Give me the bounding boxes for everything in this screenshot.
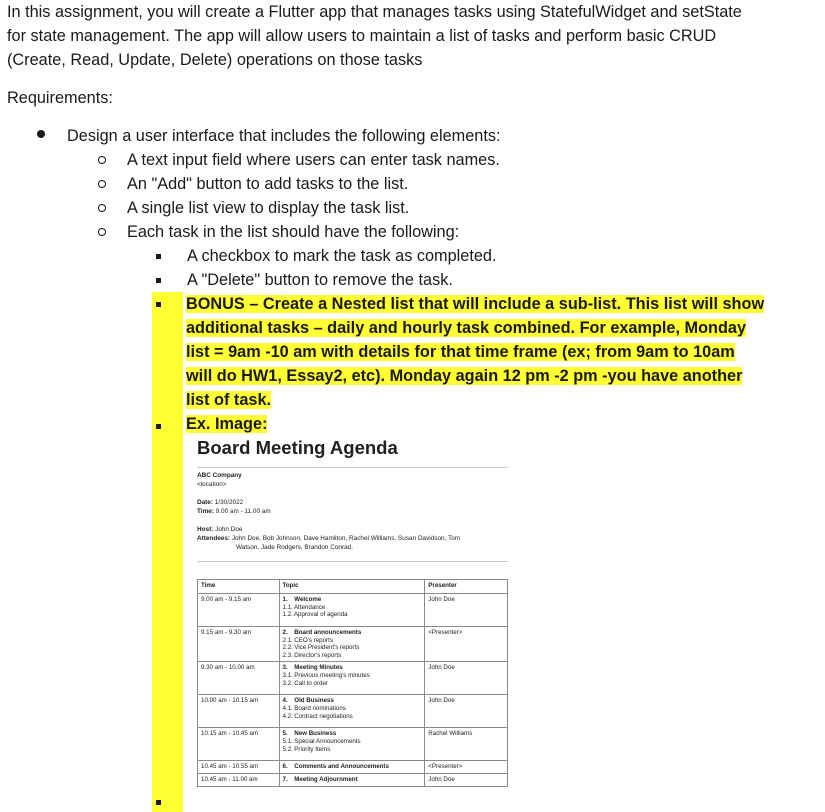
cell-time: 10.45 am - 11.00 am	[198, 773, 280, 786]
company-location: <location>	[197, 481, 227, 488]
cell-time: 10.45 am - 10.55 am	[198, 761, 280, 774]
date-value: 1/30/2022	[214, 499, 244, 506]
cell-topic	[279, 761, 425, 774]
divider	[197, 467, 508, 468]
example-label: Ex. Image:	[186, 415, 268, 433]
main-bullet-text: Design a user interface that includes the following elements:	[67, 127, 501, 145]
circle-bullet-icon	[98, 204, 106, 212]
sub-item-each-task: Each task in the list should have the following:	[127, 223, 460, 241]
time-value: 9.00 am - 11.00 am	[215, 508, 271, 515]
circle-bullet-icon	[98, 156, 106, 164]
table-row	[198, 773, 508, 786]
cell-topic	[279, 695, 425, 728]
cell-presenter: John Doe	[425, 594, 508, 627]
table-row	[198, 594, 508, 627]
host-value: John Doe	[215, 526, 243, 533]
cell-topic	[279, 773, 425, 786]
cell-time: 9.00 am - 9.15 am	[198, 594, 280, 627]
bonus-line-2: additional tasks – daily and hourly task combined. For example, Monday	[186, 319, 747, 337]
cell-topic	[279, 594, 425, 627]
square-bullet-icon	[156, 424, 161, 429]
sub-item-list-view: A single list view to display the task list.	[127, 199, 410, 217]
topic-subitem: 1.2. Approval of agenda	[282, 611, 348, 619]
cell-time: 9.15 am - 9.30 am	[198, 627, 280, 662]
topic-subitem: 3.1. Previous meeting's minutes	[282, 671, 370, 679]
topic-heading: 3. Meeting Minutes	[282, 664, 343, 672]
sub-item-add-button: An "Add" button to add tasks to the list.	[127, 175, 409, 193]
topic-subitem: 4.1. Board nominations	[282, 704, 346, 712]
intro-line-2: for state management. The app will allow users to maintain a list of tasks and perform basic CRUD	[7, 27, 717, 45]
cell-time: 10.00 am - 10.15 am	[198, 695, 280, 728]
cell-presenter: John Doe	[425, 773, 508, 786]
agenda-table	[197, 579, 508, 787]
cell-time: 10.15 am - 10.45 am	[198, 728, 280, 761]
column-header-topic: Topic	[279, 580, 425, 594]
circle-bullet-icon	[98, 180, 106, 188]
bonus-line-1: BONUS – Create a Nested list that will include a sub-list. This list will show	[186, 295, 765, 313]
topic-subitem: 4.2. Contract negotiations	[282, 712, 353, 720]
cell-topic	[279, 662, 425, 695]
sub-item-text-input: A text input field where users can enter task names.	[127, 151, 500, 169]
host-label: Host:	[197, 526, 214, 533]
topic-heading: 2. Board announcements	[282, 629, 362, 636]
time-label: Time:	[197, 508, 214, 515]
circle-bullet-icon	[98, 228, 106, 236]
cell-presenter: John Doe	[425, 695, 508, 728]
attendees-line-1: John Doe, Bob Johnson, Dave Hamilton, Rachel Williams, Susan Davidson, Tom	[231, 535, 461, 542]
highlight-gutter	[152, 292, 183, 412]
table-row	[198, 662, 508, 695]
column-header-presenter: Presenter	[425, 580, 508, 594]
bonus-line-3: list = 9am -10 am with details for that time frame (ex; from 9am to 10am	[186, 343, 735, 361]
topic-subitem: 5.2. Priority Items	[282, 745, 331, 753]
cell-presenter: Rachel Williams	[425, 728, 508, 761]
column-header-time: Time	[198, 580, 280, 594]
cell-time: 9.30 am - 10.00 am	[198, 662, 280, 695]
topic-subitem: 5.1. Special Announcements	[282, 737, 361, 745]
table-row	[198, 627, 508, 662]
table-row	[198, 728, 508, 761]
topic-subitem: 2.1. CEO's reports	[282, 636, 333, 644]
cell-presenter: <Presenter>	[425, 627, 508, 662]
bonus-line-4: will do HW1, Essay2, etc). Monday again 12 pm -2 pm -you have another	[186, 367, 743, 385]
divider	[197, 561, 508, 562]
example-agenda-image	[185, 433, 517, 807]
cell-presenter: <Presenter>	[425, 761, 508, 774]
cell-topic	[279, 728, 425, 761]
attendees-label: Attendees:	[197, 535, 231, 542]
agenda-title: Board Meeting Agenda	[197, 437, 398, 458]
date-label: Date:	[197, 499, 213, 506]
square-bullet-icon	[156, 302, 161, 307]
square-bullet-icon	[156, 278, 161, 283]
intro-line-3: (Create, Read, Update, Delete) operations on those tasks	[7, 51, 423, 69]
company-name: ABC Company	[197, 472, 242, 479]
attendees-line-2: Watson, Jade Rodgers, Brandon Conrad.	[236, 544, 353, 551]
square-bullet-icon	[156, 800, 161, 805]
topic-heading: 5. New Business	[282, 730, 337, 738]
task-item-delete: A "Delete" button to remove the task.	[187, 271, 453, 289]
topic-subitem: 3.2. Call to order	[282, 679, 328, 687]
table-row	[198, 695, 508, 728]
bullet-dot-icon	[37, 130, 45, 138]
bonus-line-5: list of task.	[186, 391, 272, 409]
highlight-gutter-lower	[152, 412, 183, 812]
requirements-heading: Requirements:	[7, 89, 113, 107]
topic-heading: 4. Old Business	[282, 697, 334, 705]
table-row	[198, 761, 508, 774]
cell-topic	[279, 627, 425, 662]
cell-presenter: John Doe	[425, 662, 508, 695]
topic-heading: 1. Welcome	[282, 596, 322, 603]
topic-heading: 7. Meeting Adjournment	[282, 775, 358, 783]
topic-subitem: 2.3. Director's reports	[282, 651, 342, 659]
topic-subitem: 2.2. Vice President's reports	[282, 644, 360, 652]
topic-heading: 6. Comments and Announcements	[282, 763, 389, 771]
square-bullet-icon	[156, 254, 161, 259]
intro-line-1: In this assignment, you will create a Flutter app that manages tasks using StatefulWidget and setState	[7, 3, 742, 21]
topic-subitem: 1.1. Attendance	[282, 603, 326, 611]
task-item-checkbox: A checkbox to mark the task as completed.	[187, 247, 497, 265]
